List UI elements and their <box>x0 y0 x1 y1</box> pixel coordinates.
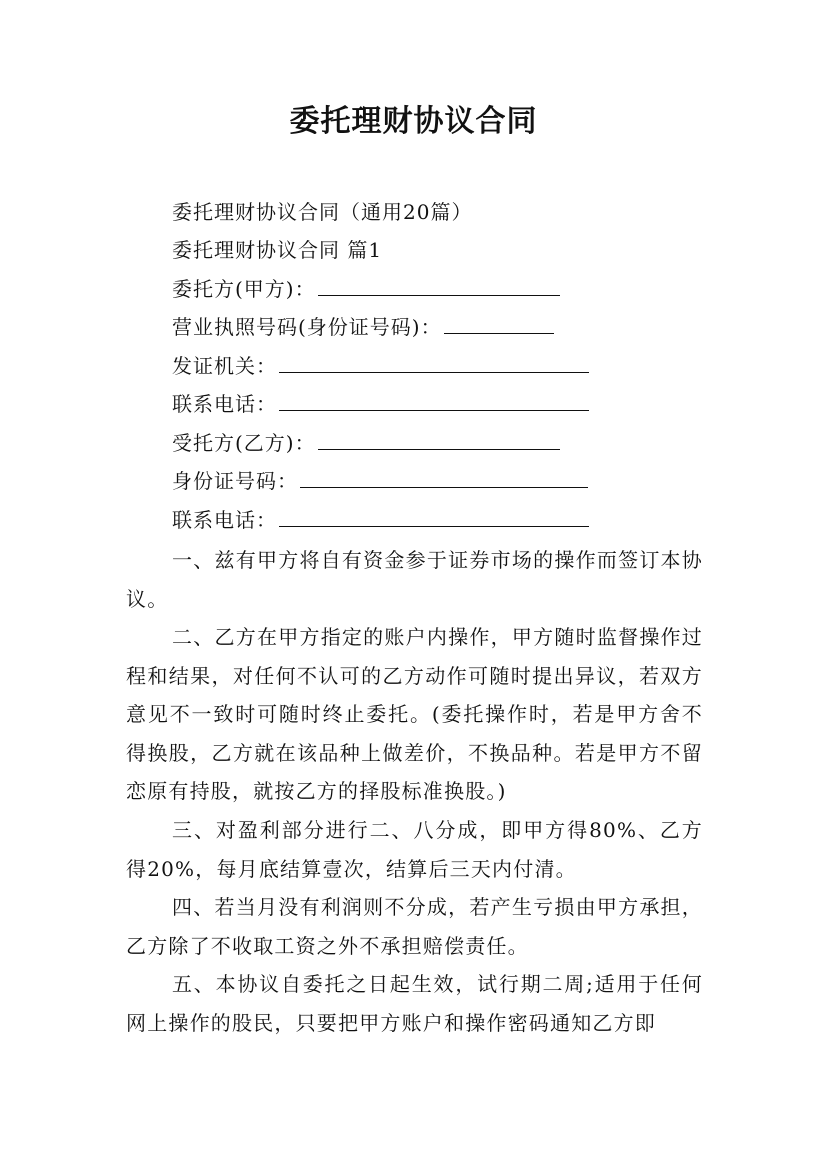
clause-2: 二、乙方在甲方指定的账户内操作，甲方随时监督操作过程和结果，对任何不认可的乙方动作可随时提出异议，若双方意见不一致时可随时终止委托。(委托操作时，若是甲方舍不得换股，乙方就在该品种上做差价，不换品种。若是甲方不留恋原有持股，就按乙方的择股标准换股。) <box>126 625 703 803</box>
field-label: 联系电话： <box>172 508 277 532</box>
fill-in-blank <box>279 354 589 373</box>
field-client <box>172 275 560 303</box>
clause-3: 三、对盈利部分进行二、八分成，即甲方得80%、乙方得20%，每月底结算壹次，结算后三天内付清。 <box>126 818 703 881</box>
clause-1: 一、兹有甲方将自有资金参于证券市场的操作而签订本协议。 <box>126 548 703 611</box>
field-label: 委托方(甲方)： <box>172 277 316 301</box>
fill-in-blank <box>300 469 588 488</box>
fill-in-blank <box>318 431 560 450</box>
field-label: 联系电话： <box>172 392 277 416</box>
field-label: 受托方(乙方)： <box>172 431 316 455</box>
field-client-phone <box>172 390 589 418</box>
document-title: 委托理财协议合同 <box>289 104 538 139</box>
section-heading: 委托理财协议合同 篇1 <box>172 238 383 262</box>
clause-5: 五、本协议自委托之日起生效，试行期二周;适用于任何网上操作的股民，只要把甲方账户和操作密码通知乙方即 <box>126 972 703 1035</box>
field-issuing-authority <box>172 352 589 380</box>
fill-in-blank <box>279 392 589 411</box>
field-trustee-phone <box>172 506 589 534</box>
fill-in-blank <box>444 315 554 334</box>
field-trustee <box>172 429 560 457</box>
field-license-number <box>172 313 554 341</box>
field-id-number <box>172 467 588 495</box>
fill-in-blank <box>318 277 560 296</box>
clause-4: 四、若当月没有利润则不分成，若产生亏损由甲方承担，乙方除了不收取工资之外不承担赔偿责任。 <box>126 895 703 958</box>
document-subtitle: 委托理财协议合同（通用20篇） <box>172 200 473 224</box>
field-label: 身份证号码： <box>172 469 298 493</box>
field-label: 发证机关： <box>172 354 277 378</box>
fill-in-blank <box>279 508 589 527</box>
field-label: 营业执照号码(身份证号码)： <box>172 315 442 339</box>
